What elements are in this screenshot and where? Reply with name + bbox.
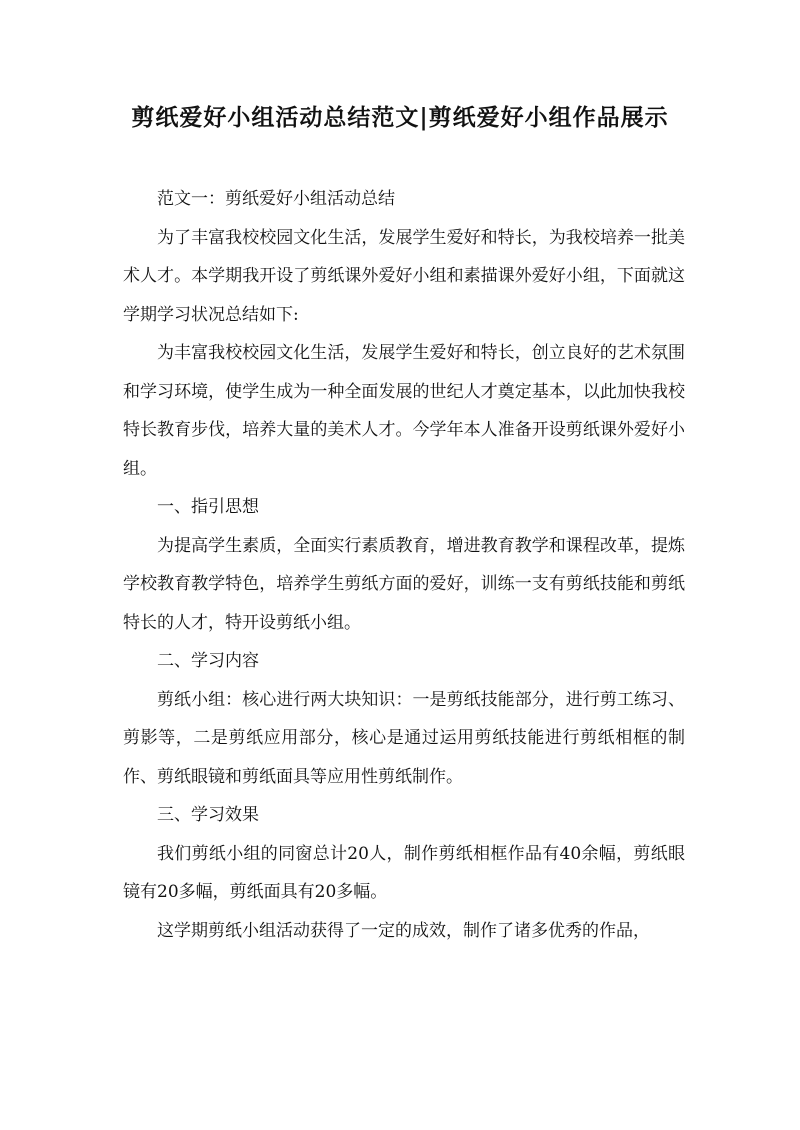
paragraph-purpose: 为丰富我校校园文化生活，发展学生爱好和特长，创立良好的艺术氛围和学习环境，使学生成为一种全面发展的世纪人才奠定基本，以此加快我校特长教育步伐，培养大量的美术人才。今学年本人准备开设剪纸课外爱好小组。 xyxy=(123,343,685,479)
section-heading-sample-one: 范文一：剪纸爱好小组活动总结 xyxy=(157,189,395,209)
paragraph-achievement: 这学期剪纸小组活动获得了一定的成效，制作了诸多优秀的作品， xyxy=(157,920,650,941)
section-heading-learning-content: 二、学习内容 xyxy=(157,651,259,671)
paragraph-learning-effect: 我们剪纸小组的同窗总计20人，制作剪纸相框作品有40余幅，剪纸眼镜有20多幅，剪纸面具有20多幅。 xyxy=(123,843,685,902)
document-body xyxy=(123,180,685,950)
section-heading-guiding-thought: 一、指引思想 xyxy=(157,497,259,517)
paragraph-learning-content: 剪纸小组：核心进行两大块知识：一是剪纸技能部分，进行剪工练习、剪影等，二是剪纸应用部分，核心是通过运用剪纸技能进行剪纸相框的制作、剪纸眼镜和剪纸面具等应用性剪纸制作。 xyxy=(123,689,685,787)
paragraph-intro: 为了丰富我校校园文化生活，发展学生爱好和特长，为我校培养一批美术人才。本学期我开设了剪纸课外爱好小组和素描课外爱好小组，下面就这学期学习状况总结如下: xyxy=(123,227,685,325)
section-heading-learning-effect: 三、学习效果 xyxy=(157,805,259,825)
document-title: 剪纸爱好小组活动总结范文|剪纸爱好小组作品展示 xyxy=(131,104,669,131)
paragraph-guiding-thought: 为提高学生素质，全面实行素质教育，增进教育教学和课程改革，提炼学校教育教学特色，培养学生剪纸方面的爱好，训练一支有剪纸技能和剪纸特长的人才，特开设剪纸小组。 xyxy=(123,535,685,633)
